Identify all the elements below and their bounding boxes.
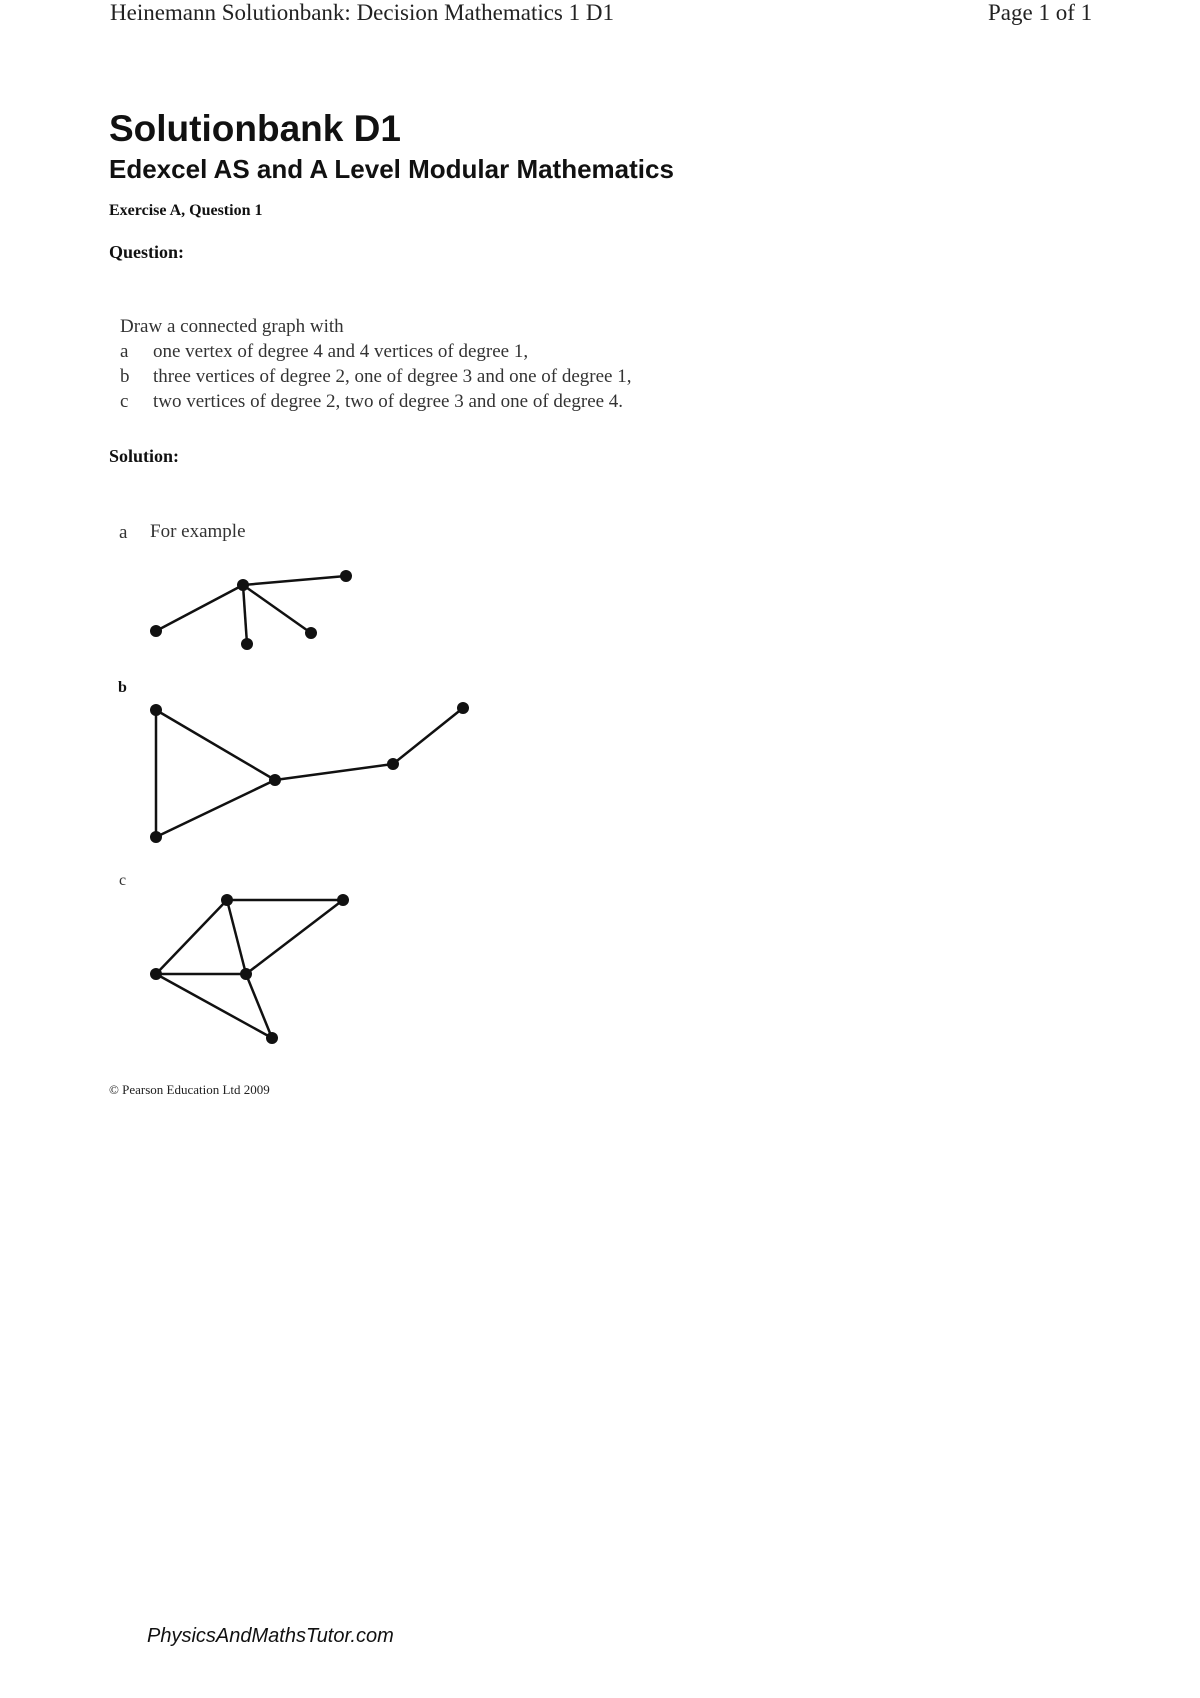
graph-edge [275,764,393,780]
graph-b [150,702,469,843]
question-part-text: two vertices of degree 2, two of degree 3 and one of degree 4. [153,391,624,412]
graph-vertex [241,638,253,650]
graph-vertex [221,894,233,906]
graph-edge [393,708,463,764]
graph-edge [156,900,227,974]
graph-edge [246,974,272,1038]
graph-vertex [340,570,352,582]
copyright-notice: © Pearson Education Ltd 2009 [109,1082,270,1097]
page-title: Solutionbank D1 [109,108,401,149]
graph-edge [156,974,272,1038]
question-part-label: c [120,391,129,412]
graph-vertex [269,774,281,786]
page-indicator: Page 1 of 1 [988,0,1093,25]
solution-part-a-text: For example [150,521,246,542]
graph-vertex [150,968,162,980]
graph-vertex [150,625,162,637]
graph-edge [243,585,247,644]
graph-c [150,894,349,1044]
question-part-text: one vertex of degree 4 and 4 vertices of degree 1, [153,341,529,362]
solution-heading: Solution: [109,446,180,466]
question-heading: Question: [109,242,185,262]
question-part-label: a [120,341,129,362]
footer-link[interactable]: PhysicsAndMathsTutor.com [147,1625,394,1647]
graph-vertex [150,831,162,843]
graph-a [150,570,352,650]
graph-edge [243,585,311,633]
graph-edge [227,900,246,974]
graph-edge [246,900,343,974]
graph-vertex [337,894,349,906]
graph-edge [243,576,346,585]
solution-part-a-label: a [119,522,128,543]
graph-vertex [457,702,469,714]
graph-vertex [387,758,399,770]
question-intro: Draw a connected graph with [120,316,344,337]
page-subtitle: Edexcel AS and A Level Modular Mathematics [109,154,674,184]
graph-edge [156,585,243,631]
question-part-label: b [120,366,130,387]
question-part-text: three vertices of degree 2, one of degree 3 and one of degree 1, [153,366,632,387]
graph-vertex [305,627,317,639]
graph-vertex [240,968,252,980]
graph-vertex [237,579,249,591]
graph-edge [156,780,275,837]
solution-part-c-label: c [119,872,127,889]
graph-vertex [266,1032,278,1044]
exercise-label: Exercise A, Question 1 [109,202,263,219]
graph-vertex [150,704,162,716]
graph-edge [156,710,275,780]
solution-part-b-label: b [118,679,127,696]
header-title: Heinemann Solutionbank: Decision Mathematics 1 D1 [110,0,614,25]
